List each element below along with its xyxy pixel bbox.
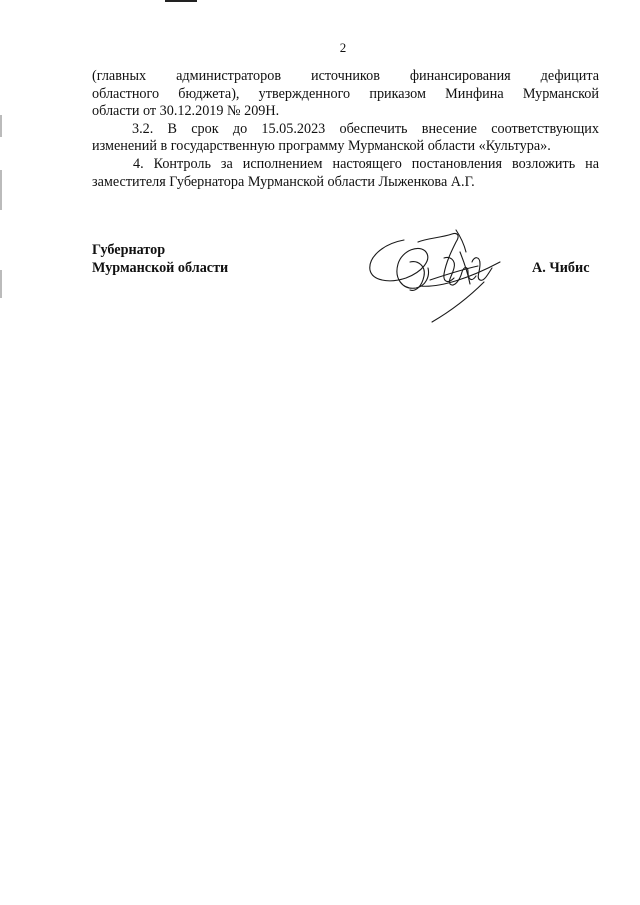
page-number: 2 (339, 40, 347, 55)
signatory-name: А. Чибис (532, 260, 590, 276)
paragraph-line: 3.2. В срок до 15.05.2023 обеспечить внесение соответствующих (132, 120, 599, 137)
signatory-title (92, 241, 228, 277)
scan-edge-mark (0, 170, 2, 210)
paragraph-line: области от 30.12.2019 № 209Н. (92, 103, 280, 120)
paragraph-line: изменений в государственную программу Мурманской области «Культура». (92, 138, 551, 155)
document-body (92, 68, 599, 191)
paragraph-line: 4. Контроль за исполнением настоящего постановления возложить на (133, 155, 599, 172)
paragraph-line: заместителя Губернатора Мурманской области Лыженкова А.Г. (92, 173, 475, 190)
paragraph-line: (главных администраторов источников финансирования дефицита (92, 68, 599, 84)
signatory-title-line: Губернатор (92, 242, 166, 258)
scan-edge-mark (0, 115, 2, 137)
paragraph-line: областного бюджета), утвержденного приказом Минфина Мурманской (92, 85, 599, 102)
handwritten-signature-icon (360, 222, 510, 327)
scan-artifact-line (165, 0, 197, 2)
scan-edge-mark (0, 270, 2, 298)
signatory-title-line: Мурманской области (92, 260, 229, 276)
